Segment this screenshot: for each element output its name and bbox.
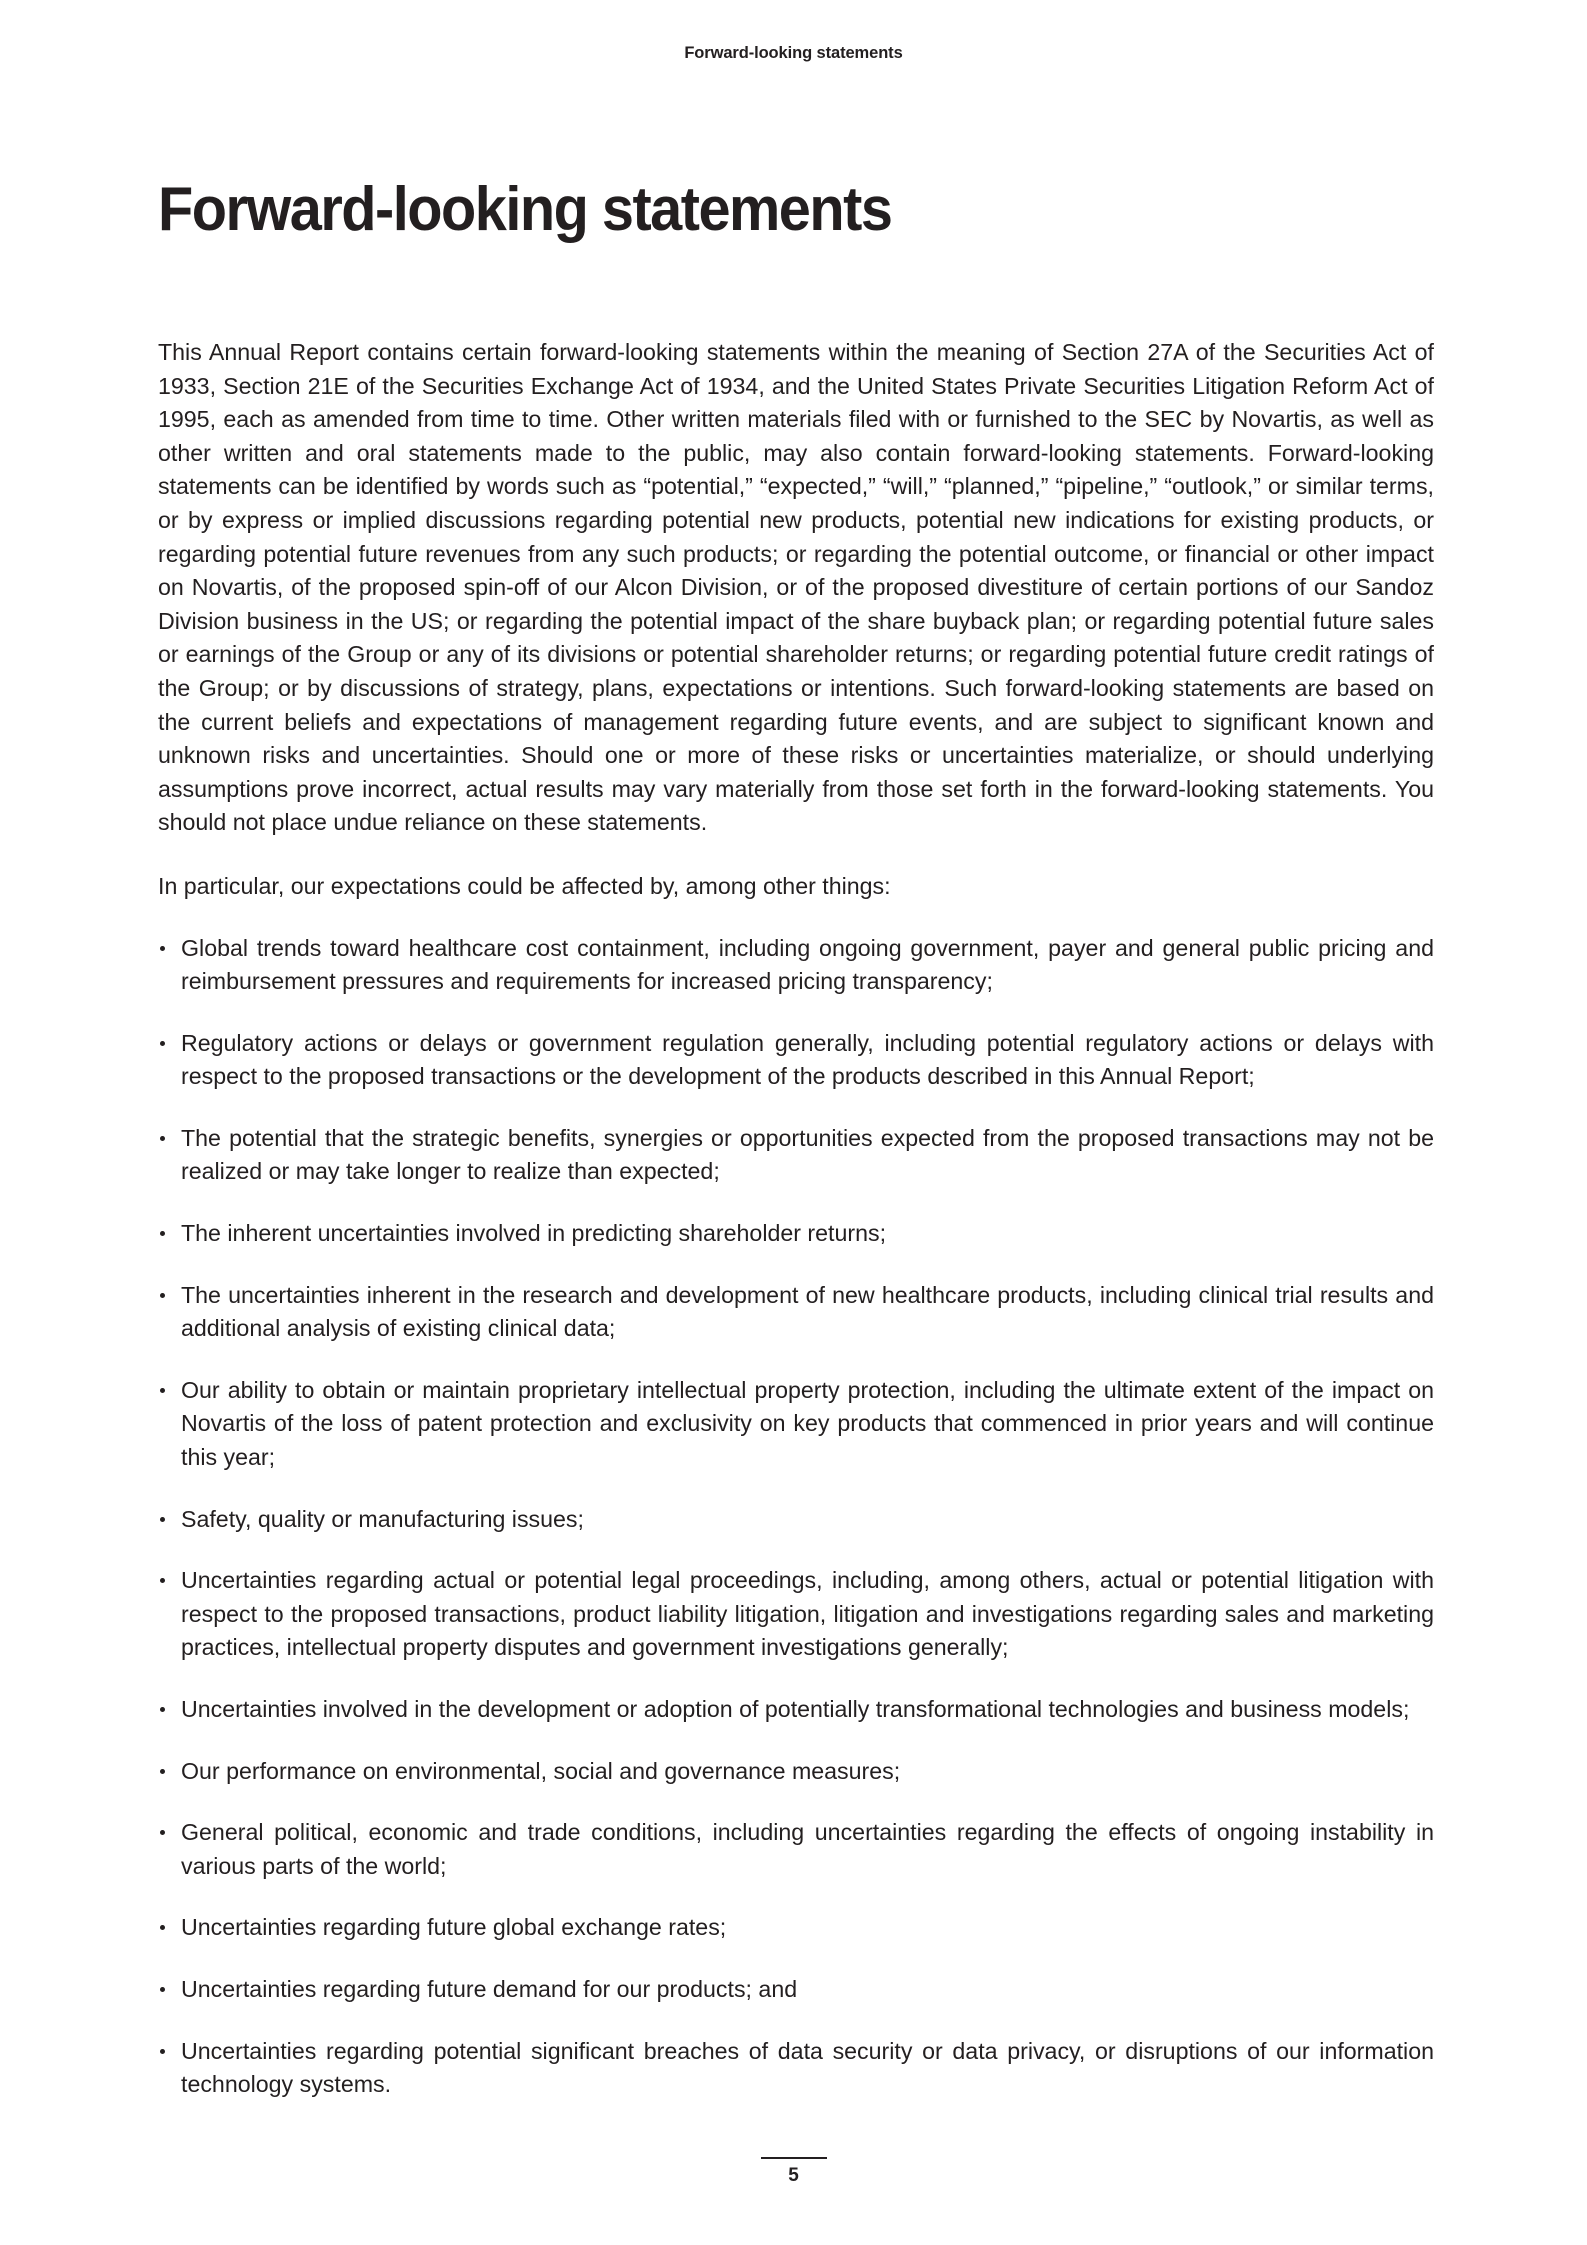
bullet-dot-icon: [160, 1987, 165, 1992]
list-item: [158, 1973, 1434, 2007]
list-item-text: Our performance on environmental, social and governance measures;: [181, 1757, 901, 1784]
list-item-text: Global trends toward healthcare cost containment, including ongoing government, payer and general public pricing and reimbursement pressures and requirements for increased pricing transparency;: [181, 934, 1434, 995]
bullet-dot-icon: [160, 1517, 165, 1522]
page-number: 5: [788, 2165, 799, 2186]
list-item-text: Uncertainties regarding future demand for our products; and: [181, 1975, 798, 2002]
list-item-text: Regulatory actions or delays or government regulation generally, including potential regulatory actions or delays with respect to the proposed transactions or the development of the products described in this Annual Report;: [181, 1029, 1434, 1090]
list-item-text: Uncertainties regarding future global exchange rates;: [181, 1914, 727, 1941]
list-item-text: Uncertainties involved in the development or adoption of potentially transformational technologies and business models;: [181, 1696, 1410, 1722]
list-item: [158, 1122, 1434, 1189]
list-item: [158, 1027, 1434, 1094]
bullet-dot-icon: [160, 1231, 165, 1236]
bullet-dot-icon: [160, 2049, 165, 2054]
bullet-dot-icon: [160, 1041, 165, 1046]
list-item: [158, 1279, 1434, 1346]
running-header: Forward-looking statements: [684, 44, 903, 62]
bullet-dot-icon: [160, 946, 165, 951]
page-footer: [0, 2157, 1587, 2187]
list-item: [158, 2035, 1434, 2102]
bullet-dot-icon: [160, 1707, 165, 1712]
intro-paragraph: This Annual Report contains certain forward-looking statements within the meaning of Section 27A of the Securities Act of 1933, Section 21E of the Securities Exchange Act of 1934, and the United States Private Securities Litigation Reform Act of 1995, each as amended from time to time. Other written materials filed with or furnished to the SEC by Novartis, as well as other written and oral statements made to the public, may also contain forward-looking statements. Forward-looking statements can be identified by words such as “potential,” “expected,” “will,” “planned,” “pipeline,” “outlook,” or similar terms, or by express or implied discussions regarding potential new products, potential new indications for existing products, or regarding potential future revenues from any such products; or regarding the potential outcome, or financial or other impact on Novartis, of the proposed spin-off of our Alcon Division, or of the proposed divestiture of certain portions of our Sandoz Division business in the US; or regarding the potential impact of the share buyback plan; or regarding potential future sales or earnings of the Group or any of its divisions or potential shareholder returns; or regarding potential future credit ratings of the Group; or by discussions of strategy, plans, expectations or intentions. Such forward-looking statements are based on the current beliefs and expectations of management regarding future events, and are subject to significant known and unknown risks and uncertainties. Should one or more of these risks or uncertainties materialize, or should underlying assumptions prove incorrect, actual results may vary materially from those set forth in the forward-looking statements. You should not place undue reliance on these statements.: [158, 339, 1434, 836]
list-item-text: The potential that the strategic benefits, synergies or opportunities expected from the proposed transactions may not be realized or may take longer to realize than expected;: [181, 1124, 1434, 1185]
list-item: [158, 932, 1434, 999]
list-item: [158, 1503, 1434, 1537]
list-item: [158, 1911, 1434, 1945]
list-item: [158, 1693, 1434, 1727]
footer-divider: [761, 2157, 827, 2159]
page-title: Forward-looking statements: [158, 175, 892, 244]
list-item: [158, 1755, 1434, 1789]
list-item-text: Safety, quality or manufacturing issues;: [181, 1505, 584, 1532]
list-item: [158, 1816, 1434, 1883]
list-item-text: The inherent uncertainties involved in predicting shareholder returns;: [181, 1220, 887, 1247]
list-item-text: The uncertainties inherent in the research and development of new healthcare products, including clinical trial results and additional analysis of existing clinical data;: [181, 1281, 1434, 1342]
bullet-dot-icon: [160, 1293, 165, 1298]
bullet-dot-icon: [160, 1830, 165, 1835]
bullet-dot-icon: [160, 1578, 165, 1583]
list-item-text: General political, economic and trade conditions, including uncertainties regarding the effects of ongoing instability in various parts of the world;: [181, 1819, 1434, 1879]
bullet-dot-icon: [160, 1769, 165, 1774]
risk-factors-list: [158, 932, 1434, 2102]
bullet-dot-icon: [160, 1388, 165, 1393]
list-lead-in-line: In particular, our expectations could be affected by, among other things:: [158, 872, 891, 899]
list-item-text: Uncertainties regarding potential significant breaches of data security or data privacy, or disruptions of our information technology systems.: [181, 2037, 1434, 2098]
list-item: [158, 1564, 1434, 1665]
list-item-text: Uncertainties regarding actual or potential legal proceedings, including, among others, actual or potential litigation with respect to the proposed transactions, product liability litigation, litigation and investigations regarding sales and marketing practices, intellectual property disputes and government investigations generally;: [181, 1567, 1434, 1661]
bullet-dot-icon: [160, 1925, 165, 1930]
body-block: [158, 336, 1434, 2102]
list-item: [158, 1217, 1434, 1251]
list-item: [158, 1374, 1434, 1475]
list-item-text: Our ability to obtain or maintain proprietary intellectual property protection, including the ultimate extent of the impact on Novartis of the loss of patent protection and exclusivity on key products that commenced in prior years and will continue this year;: [181, 1376, 1434, 1471]
bullet-dot-icon: [160, 1136, 165, 1141]
